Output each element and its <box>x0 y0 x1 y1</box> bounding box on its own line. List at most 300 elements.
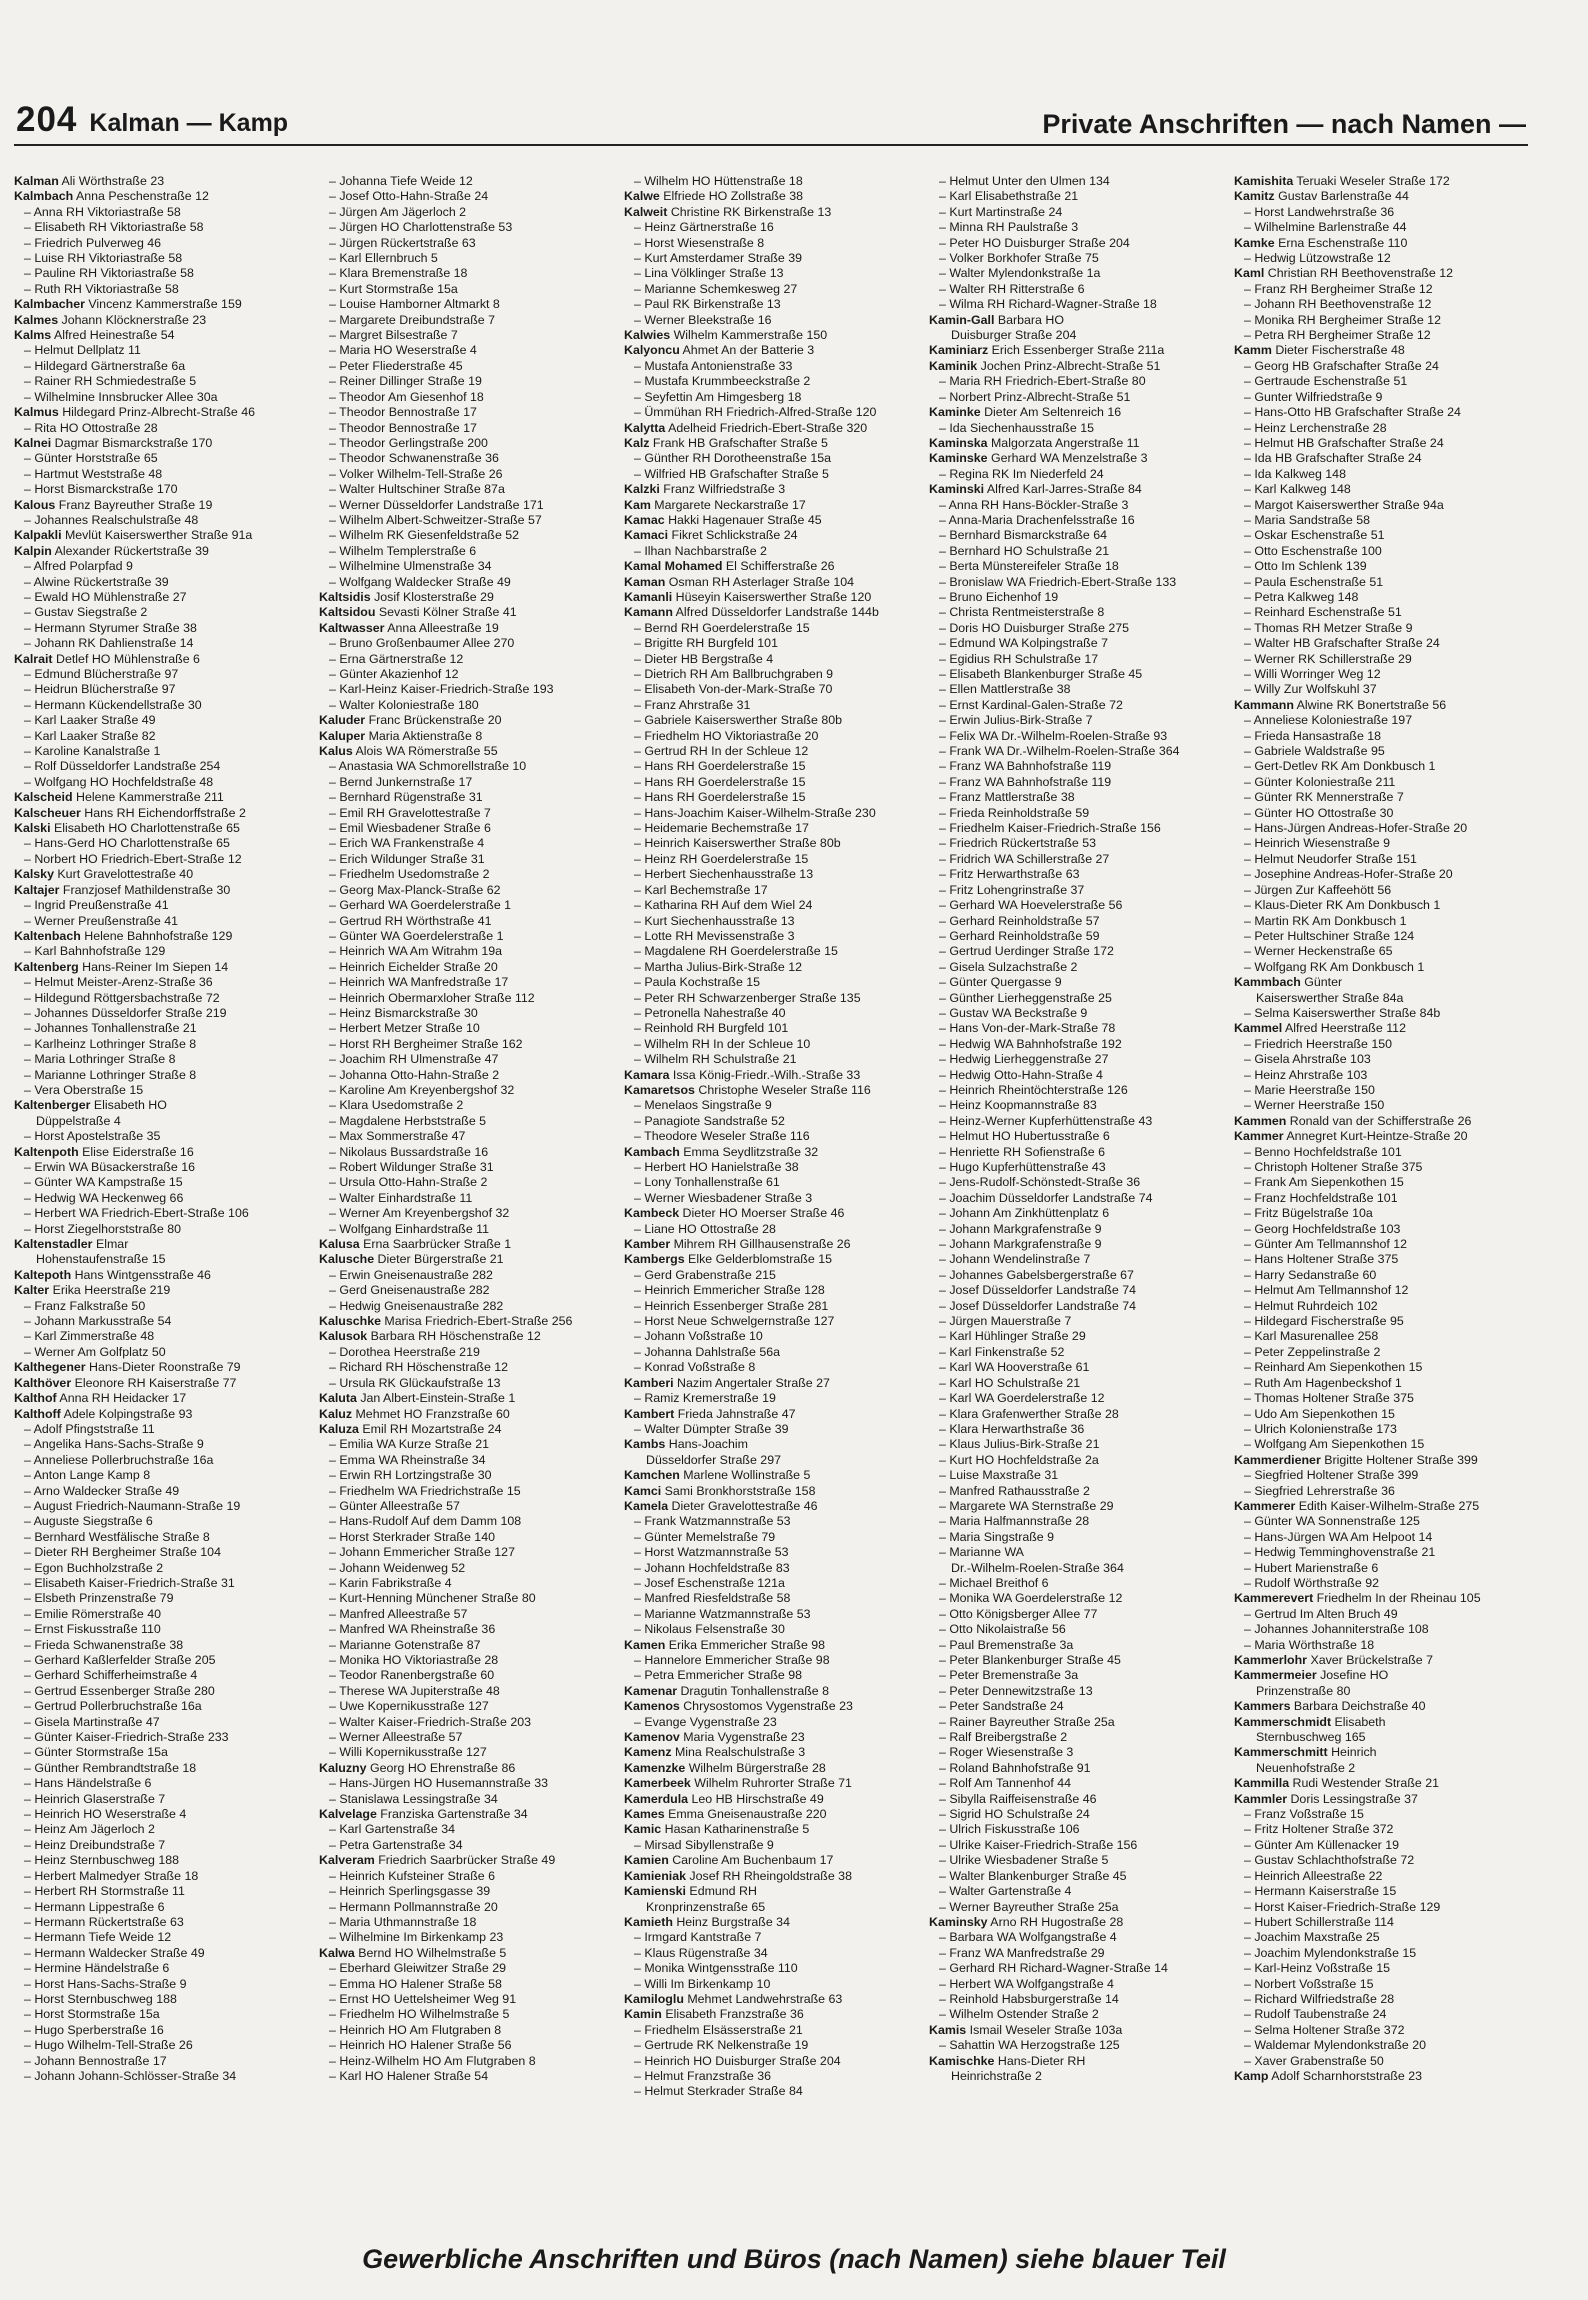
sub-entry: – Hermann Kaiserstraße 15 <box>1234 1884 1527 1899</box>
surname-entry <box>319 1761 612 1776</box>
surname: Kammer <box>1234 1129 1284 1144</box>
entry-detail: Rudi Westender Straße 21 <box>1289 1776 1440 1791</box>
sub-entry: – Horst Kaiser-Friedrich-Straße 129 <box>1234 1900 1527 1915</box>
sub-entry: – Heinrich Essenberger Straße 281 <box>624 1299 917 1314</box>
surname: Kambert <box>624 1406 675 1421</box>
sub-entry: – Hedwig Otto-Hahn-Straße 4 <box>929 1068 1222 1083</box>
entry-detail: Josef RH Rheingoldstraße 38 <box>685 1868 852 1883</box>
surname: Kaltwasser <box>319 620 385 635</box>
surname: Kamenos <box>624 1699 680 1714</box>
sub-entry: – Elisabeth Von-der-Mark-Straße 70 <box>624 682 917 697</box>
sub-entry: – Heinrich Emmericher Straße 128 <box>624 1283 917 1298</box>
surname: Kalthöver <box>14 1375 72 1390</box>
sub-entry: – Paul Bremenstraße 3a <box>929 1638 1222 1653</box>
sub-entry: – Berta Münstereifeler Straße 18 <box>929 559 1222 574</box>
sub-entry: – Herbert Malmedyer Straße 18 <box>14 1869 307 1884</box>
entry-detail: Franzjosef Mathildenstraße 30 <box>59 882 231 897</box>
sub-entry: – Hans-Rudolf Auf dem Damm 108 <box>319 1514 612 1529</box>
surname: Kamber <box>624 1237 671 1252</box>
sub-entry: – Günter Kaiser-Friedrich-Straße 233 <box>14 1730 307 1745</box>
sub-entry: – Willy Zur Wolfskuhl 37 <box>1234 682 1527 697</box>
sub-entry: – Xaver Grabenstraße 50 <box>1234 2054 1527 2069</box>
surname: Kalscheuer <box>14 805 81 820</box>
sub-entry: – Josef Düsseldorfer Landstraße 74 <box>929 1299 1222 1314</box>
sub-entry: – Hans Von-der-Mark-Straße 78 <box>929 1021 1222 1036</box>
sub-entry: – Werner Alleestraße 57 <box>319 1730 612 1745</box>
surname-entry <box>14 544 307 559</box>
sub-entry: – Ulrich Fiskusstraße 106 <box>929 1822 1222 1837</box>
surname: Kalpakli <box>14 528 62 543</box>
sub-entry: – Wilhelm RK Giesenfeldstraße 52 <box>319 528 612 543</box>
sub-entry: – Karl-Heinz Kaiser-Friedrich-Straße 193 <box>319 682 612 697</box>
entry-detail: Günter <box>1300 975 1343 990</box>
entry-detail: Ismail Weseler Straße 103a <box>966 2022 1123 2037</box>
surname: Kamenov <box>624 1730 680 1745</box>
sub-entry: – Wilma RH Richard-Wagner-Straße 18 <box>929 297 1222 312</box>
sub-entry: – Heinz-Wilhelm HO Am Flutgraben 8 <box>319 2054 612 2069</box>
sub-entry: – Horst Apostelstraße 35 <box>14 1129 307 1144</box>
sub-entry: – Günter Am Tellmannshof 12 <box>1234 1237 1527 1252</box>
surname-entry <box>929 436 1222 451</box>
sub-entry: – Reinhard Eschenstraße 51 <box>1234 605 1527 620</box>
sub-entry: – Hugo Kupferhüttenstraße 43 <box>929 1160 1222 1175</box>
sub-entry: – Franz Mattlerstraße 38 <box>929 790 1222 805</box>
sub-entry: – Johanna Tiefe Weide 12 <box>319 174 612 189</box>
surname-entry <box>14 1407 307 1422</box>
surname-entry <box>624 1684 917 1699</box>
surname-entry <box>14 1237 307 1252</box>
surname: Kamerdula <box>624 1791 689 1806</box>
sub-entry: – Karl Hühlinger Straße 29 <box>929 1329 1222 1344</box>
sub-entry: – Emilie Römerstraße 40 <box>14 1607 307 1622</box>
sub-entry: – Bernd Junkernstraße 17 <box>319 775 612 790</box>
sub-entry: – Klara Grafenwerther Straße 28 <box>929 1407 1222 1422</box>
sub-entry: – Lina Völklinger Straße 13 <box>624 266 917 281</box>
sub-entry: – Petra Gartenstraße 34 <box>319 1838 612 1853</box>
sub-entry: – Gerhard Reinholdstraße 57 <box>929 914 1222 929</box>
entry-detail: Hakki Hagenauer Straße 45 <box>664 512 822 527</box>
entry-detail: Elisabeth HO <box>90 1098 167 1113</box>
sub-entry: – Rudolf Taubenstraße 24 <box>1234 2007 1527 2022</box>
entry-detail: Alfred Heerstraße 112 <box>1282 1021 1406 1036</box>
surname-entry <box>319 713 612 728</box>
sub-entry: – Egon Buchholzstraße 2 <box>14 1561 307 1576</box>
sub-entry: – Rolf Düsseldorfer Landstraße 254 <box>14 759 307 774</box>
sub-entry: – Frank WA Dr.-Wilhelm-Roelen-Straße 364 <box>929 744 1222 759</box>
surname-entry <box>929 343 1222 358</box>
entry-detail: Anna Alleestraße 19 <box>384 620 499 635</box>
surname-entry <box>624 1083 917 1098</box>
sub-entry: – Günther Lierheggenstraße 25 <box>929 991 1222 1006</box>
sub-entry: – Christa Rentmeisterstraße 8 <box>929 605 1222 620</box>
sub-entry: – Wilhelm Albert-Schweitzer-Straße 57 <box>319 513 612 528</box>
surname-entry <box>319 1252 612 1267</box>
surname-entry <box>624 1376 917 1391</box>
sub-entry: – Wolfgang RK Am Donkbusch 1 <box>1234 960 1527 975</box>
sub-entry: – Emma HO Halener Straße 58 <box>319 1977 612 1992</box>
sub-entry: – Heinz Am Jägerloch 2 <box>14 1822 307 1837</box>
surname-entry <box>14 929 307 944</box>
entry-detail: Margarete Neckarstraße 17 <box>650 497 806 512</box>
surname-entry <box>624 1699 917 1714</box>
entry-detail: Erna Eschenstraße 110 <box>1274 235 1408 250</box>
sub-entry: – Heinrich HO Weserstraße 4 <box>14 1807 307 1822</box>
sub-entry: – Wilhelm Ostender Straße 2 <box>929 2007 1222 2022</box>
sub-entry: – Horst Hans-Sachs-Straße 9 <box>14 1977 307 1992</box>
surname-entry <box>624 1992 917 2007</box>
sub-entry: – Günter HO Ottostraße 30 <box>1234 806 1527 821</box>
sub-entry: – Petra Emmericher Straße 98 <box>624 1668 917 1683</box>
surname: Kaminiarz <box>929 343 989 358</box>
sub-entry: – Regina RK Im Niederfeld 24 <box>929 467 1222 482</box>
sub-entry: – Hedwig Lierheggenstraße 27 <box>929 1052 1222 1067</box>
sub-entry: – Johann Voßstraße 10 <box>624 1329 917 1344</box>
sub-entry: – Werner Heerstraße 150 <box>1234 1098 1527 1113</box>
sub-entry: – Heinrich Rheintöchterstraße 126 <box>929 1083 1222 1098</box>
entry-detail: Wilhelm Ruhrorter Straße 71 <box>690 1776 852 1791</box>
sub-entry: – Helmut Sterkrader Straße 84 <box>624 2084 917 2099</box>
sub-entry: – Heinrich Kaiserswerther Straße 80b <box>624 836 917 851</box>
sub-entry: – Karl Laaker Straße 49 <box>14 713 307 728</box>
sub-entry: – Gisela Martinstraße 47 <box>14 1715 307 1730</box>
sub-entry: – Gertraude Eschenstraße 51 <box>1234 374 1527 389</box>
entry-detail: Annegret Kurt-Heintze-Straße 20 <box>1283 1129 1468 1144</box>
entry-detail: Detlef HO Mühlenstraße 6 <box>52 651 200 666</box>
sub-entry: – Heinrich HO Duisburger Straße 204 <box>624 2054 917 2069</box>
surname: Kaltenstadler <box>14 1237 93 1252</box>
sub-entry: – Robert Wildunger Straße 31 <box>319 1160 612 1175</box>
sub-entry: – Gerd Grabenstraße 215 <box>624 1268 917 1283</box>
entry-detail: Doris Lessingstraße 37 <box>1287 1791 1418 1806</box>
entry-detail: Bernd HO Wilhelmstraße 5 <box>354 1945 507 1960</box>
sub-entry: – Magdalene RH Goerdelerstraße 15 <box>624 944 917 959</box>
sub-entry: – Walter RH Ritterstraße 6 <box>929 282 1222 297</box>
surname: Kalpin <box>14 543 52 558</box>
surname-entry <box>624 590 917 605</box>
sub-entry: – Herbert Siechenhausstraße 13 <box>624 867 917 882</box>
sub-entry: – Willi Im Birkenkamp 10 <box>624 1977 917 1992</box>
directory-column-3 <box>624 174 917 2229</box>
surname-entry <box>14 1268 307 1283</box>
sub-entry: – Walter Blankenburger Straße 45 <box>929 1869 1222 1884</box>
address-continuation: Neuenhofstraße 2 <box>1256 1760 1356 1775</box>
sub-entry: – Thomas RH Metzer Straße 9 <box>1234 621 1527 636</box>
surname-entry <box>1234 1114 1527 1129</box>
surname-entry <box>14 1098 307 1113</box>
sub-entry: – Kurt Amsterdamer Straße 39 <box>624 251 917 266</box>
sub-entry: – Arno Waldecker Straße 49 <box>14 1484 307 1499</box>
surname: Kalz <box>624 435 650 450</box>
sub-entry: – Karl HO Schulstraße 21 <box>929 1376 1222 1391</box>
sub-entry: – Hermann Tiefe Weide 12 <box>14 1930 307 1945</box>
surname: Kaltajer <box>14 882 60 897</box>
entry-detail: Chrysostomos Vygenstraße 23 <box>679 1699 853 1714</box>
surname-entry <box>624 1252 917 1267</box>
entry-detail: Dieter Fischerstraße 48 <box>1271 343 1405 358</box>
entry-detail: Barbara HO <box>994 312 1064 327</box>
sub-entry: – Adolf Pfingststraße 11 <box>14 1422 307 1437</box>
sub-entry: – Ida Kalkweg 148 <box>1234 467 1527 482</box>
sub-entry: – Johannes Gabelsbergerstraße 67 <box>929 1268 1222 1283</box>
directory-column-4 <box>929 174 1222 2229</box>
sub-entry: – Johannes Düsseldorfer Straße 219 <box>14 1006 307 1021</box>
entry-detail: Wilhelm Kammerstraße 150 <box>670 328 828 343</box>
sub-entry: – Johanna Dahlstraße 56a <box>624 1345 917 1360</box>
sub-entry: – Anna RH Hans-Böckler-Straße 3 <box>929 498 1222 513</box>
footer-note: Gewerbliche Anschriften und Büros (nach Namen) siehe blauer Teil <box>362 2244 1226 2274</box>
sub-entry: – Wilhelmine Im Birkenkamp 23 <box>319 1930 612 1945</box>
sub-entry: – Gerhard Kaßlerfelder Straße 205 <box>14 1653 307 1668</box>
sub-entry: – Kurt Martinstraße 24 <box>929 205 1222 220</box>
sub-entry: – Klaus Julius-Birk-Straße 21 <box>929 1437 1222 1452</box>
surname: Kammel <box>1234 1021 1283 1036</box>
sub-entry: – Heidemarie Bechemstraße 17 <box>624 821 917 836</box>
sub-entry: – Oskar Eschenstraße 51 <box>1234 528 1527 543</box>
surname-entry <box>319 1853 612 1868</box>
surname-entry <box>624 1822 917 1837</box>
entry-detail: Erich Essenberger Straße 211a <box>988 343 1165 358</box>
surname: Kamiloglu <box>624 1991 684 2006</box>
surname-entry <box>624 1407 917 1422</box>
sub-entry: – Karoline Kanalstraße 1 <box>14 744 307 759</box>
sub-entry: – Ernst Kardinal-Galen-Straße 72 <box>929 698 1222 713</box>
sub-entry: – Heinz Ahrstraße 103 <box>1234 1068 1527 1083</box>
sub-entry: – Jürgen HO Charlottenstraße 53 <box>319 220 612 235</box>
surname-entry <box>624 1915 917 1930</box>
entry-detail: Hans-Dieter RH <box>994 2053 1086 2068</box>
sub-entry: – Gerd Gneisenaustraße 282 <box>319 1283 612 1298</box>
entry-detail: Hasan Katharinenstraße 5 <box>661 1822 810 1837</box>
sub-entry: – Heidrun Blücherstraße 97 <box>14 682 307 697</box>
sub-entry: – Werner Am Kreyenbergshof 32 <box>319 1206 612 1221</box>
surname: Kames <box>624 1807 665 1822</box>
sub-entry: – Pauline RH Viktoriastraße 58 <box>14 266 307 281</box>
surname: Kalweit <box>624 204 668 219</box>
surname: Kaltsidis <box>319 589 371 604</box>
surname: Kalwa <box>319 1945 355 1960</box>
sub-entry: – Johann RH Beethovenstraße 12 <box>1234 297 1527 312</box>
section-title: Private Anschriften — nach Namen — <box>1042 109 1526 139</box>
sub-entry: – Hans-Otto HB Grafschafter Straße 24 <box>1234 405 1527 420</box>
sub-entry: – Günter Memelstraße 79 <box>624 1530 917 1545</box>
entry-detail: Christian RH Beethovenstraße 12 <box>1264 266 1454 281</box>
sub-entry: – Ursula RK Glückaufstraße 13 <box>319 1376 612 1391</box>
sub-entry: – Theodor Schwanenstraße 36 <box>319 451 612 466</box>
sub-entry: – Margret Bilsestraße 7 <box>319 328 612 343</box>
surname: Kamm <box>1234 343 1272 358</box>
sub-entry: – Hermann Kückendellstraße 30 <box>14 698 307 713</box>
sub-entry: – Hermann Waldecker Straße 49 <box>14 1946 307 1961</box>
surname: Kamci <box>624 1483 662 1498</box>
sub-entry: – Stanislawa Lessingstraße 34 <box>319 1792 612 1807</box>
sub-entry: – Ingrid Preußenstraße 41 <box>14 898 307 913</box>
entry-detail: Dieter HO Moerser Straße 46 <box>679 1206 845 1221</box>
sub-entry: – Fritz Lohengrinstraße 37 <box>929 883 1222 898</box>
entry-detail: Emma Gneisenaustraße 220 <box>664 1807 827 1822</box>
surname: Kammerlohr <box>1234 1653 1307 1667</box>
sub-entry: – Lotte RH Mevissenstraße 3 <box>624 929 917 944</box>
entry-detail: Elfriede HO Zollstraße 38 <box>659 189 804 204</box>
surname: Kamaretsos <box>624 1082 695 1097</box>
entry-detail: Franz Wilfriedstraße 3 <box>659 482 786 497</box>
sub-entry: – Gunter Wilfriedstraße 9 <box>1234 390 1527 405</box>
sub-entry: – Werner Düsseldorfer Landstraße 171 <box>319 498 612 513</box>
sub-entry: – Manfred WA Rheinstraße 36 <box>319 1622 612 1637</box>
surname-entry <box>1234 1653 1527 1668</box>
sub-entry: – Jürgen Mauerstraße 7 <box>929 1314 1222 1329</box>
sub-entry: – Günter Stormstraße 15a <box>14 1745 307 1760</box>
sub-entry: – Josef Düsseldorfer Landstraße 74 <box>929 1283 1222 1298</box>
sub-entry: – Heinrich Wiesenstraße 9 <box>1234 836 1527 851</box>
sub-entry: – Liane HO Ottostraße 28 <box>624 1222 917 1237</box>
surname: Kamitz <box>1234 189 1275 204</box>
sub-entry: – Peter Zeppelinstraße 2 <box>1234 1345 1527 1360</box>
sub-entry: – Siegfried Holtener Straße 399 <box>1234 1468 1527 1483</box>
entry-detail: Issa König-Friedr.-Wilh.-Straße 33 <box>669 1067 861 1082</box>
sub-entry: – Mustafa Krummbeeckstraße 2 <box>624 374 917 389</box>
sub-entry: – Joachim Mylendonkstraße 15 <box>1234 1946 1527 1961</box>
sub-entry: – Helmut Neudorfer Straße 151 <box>1234 852 1527 867</box>
sub-entry: – Jens-Rudolf-Schönstedt-Straße 36 <box>929 1175 1222 1190</box>
entry-detail: Alois WA Römerstraße 55 <box>352 744 498 759</box>
sub-entry: – Anneliese Koloniestraße 197 <box>1234 713 1527 728</box>
sub-entry: – Georg Max-Planck-Straße 62 <box>319 883 612 898</box>
entry-detail: Leo HB Hirschstraße 49 <box>688 1791 824 1806</box>
surname: Kalnei <box>14 435 52 450</box>
sub-entry: – Theodor Am Giesenhof 18 <box>319 390 612 405</box>
surname: Kammann <box>1234 697 1294 712</box>
sub-entry: – Günter Koloniestraße 211 <box>1234 775 1527 790</box>
sub-entry: – Bernhard Bismarckstraße 64 <box>929 528 1222 543</box>
sub-entry: – Angelika Hans-Sachs-Straße 9 <box>14 1437 307 1452</box>
sub-entry: – Maria Wörthstraße 18 <box>1234 1638 1527 1653</box>
surname: Kalmus <box>14 405 59 420</box>
surname-entry <box>14 1360 307 1375</box>
sub-entry: – Anton Lange Kamp 8 <box>14 1468 307 1483</box>
sub-entry: – Walter Hultschiner Straße 87a <box>319 482 612 497</box>
sub-entry: – Selma Holtener Straße 372 <box>1234 2023 1527 2038</box>
sub-entry: – Franz WA Bahnhofstraße 119 <box>929 759 1222 774</box>
surname: Kaltenberger <box>14 1098 91 1113</box>
surname: Kalwe <box>624 189 660 204</box>
directory-column-2 <box>319 174 612 2229</box>
sub-entry: – Hedwig Gneisenaustraße 282 <box>319 1299 612 1314</box>
surname-entry <box>624 1468 917 1483</box>
surname: Kaminska <box>929 435 988 450</box>
surname: Kaml <box>1234 266 1265 281</box>
surname-entry <box>14 1376 307 1391</box>
entry-detail: Alfred Heinestraße 54 <box>51 328 175 343</box>
sub-entry: – Ruth Am Hagenbeckshof 1 <box>1234 1376 1527 1391</box>
sub-entry: – Willi Worringer Weg 12 <box>1234 667 1527 682</box>
surname: Kalusok <box>319 1329 368 1344</box>
sub-entry: – Roger Wiesenstraße 3 <box>929 1745 1222 1760</box>
surname: Kalwies <box>624 328 671 343</box>
sub-entry: – Ulrike Kaiser-Friedrich-Straße 156 <box>929 1838 1222 1853</box>
sub-entry: – Nikolaus Felsenstraße 30 <box>624 1622 917 1637</box>
address-continuation: Heinrichstraße 2 <box>951 2068 1042 2083</box>
surname: Kambeck <box>624 1206 680 1221</box>
surname: Kaltenbach <box>14 928 81 943</box>
surname: Kamal Mohamed <box>624 559 723 574</box>
sub-entry: – Edmund Blücherstraße 97 <box>14 667 307 682</box>
sub-entry: – Bernd RH Goerdelerstraße 15 <box>624 621 917 636</box>
surname-entry <box>624 328 917 343</box>
sub-entry: – Jürgen Rückertstraße 63 <box>319 236 612 251</box>
sub-entry: – Monika HO Viktoriastraße 28 <box>319 1653 612 1668</box>
sub-entry: – Fritz Bügelstraße 10a <box>1234 1206 1527 1221</box>
sub-entry: – Erich Wildunger Straße 31 <box>319 852 612 867</box>
sub-entry: – Wolfgang Am Siepenkothen 15 <box>1234 1437 1527 1452</box>
header-left <box>16 100 288 140</box>
surname: Kammler <box>1234 1791 1288 1806</box>
entry-detail: Franz Bayreuther Straße 19 <box>55 497 213 512</box>
sub-entry: – Elisabeth Blankenburger Straße 45 <box>929 667 1222 682</box>
sub-entry: – Ulrich Kolonienstraße 173 <box>1234 1422 1527 1437</box>
sub-entry: – Marianne Gotenstraße 87 <box>319 1638 612 1653</box>
surname-entry <box>1234 1792 1527 1807</box>
entry-detail: Frank HB Grafschafter Straße 5 <box>649 435 828 450</box>
surname: Kamac <box>624 512 665 527</box>
sub-entry: – Johann Markgrafenstraße 9 <box>929 1237 1222 1252</box>
sub-entry: – Fridrich WA Schillerstraße 27 <box>929 852 1222 867</box>
directory-columns <box>14 174 1528 2229</box>
sub-entry: – Horst Ziegelhorststraße 80 <box>14 1222 307 1237</box>
entry-detail: Mihrem RH Gillhausenstraße 26 <box>670 1237 851 1252</box>
sub-entry: – Gustav WA Beckstraße 9 <box>929 1006 1222 1021</box>
sub-entry: – Richard Wilfriedstraße 28 <box>1234 1992 1527 2007</box>
surname-entry <box>1234 1776 1527 1791</box>
sub-entry: – Hermann Pollmannstraße 20 <box>319 1900 612 1915</box>
sub-entry: – Brigitte RH Burgfeld 101 <box>624 636 917 651</box>
sub-entry: – Marianne Watzmannstraße 53 <box>624 1607 917 1622</box>
sub-entry: – Bernhard Rügenstraße 31 <box>319 790 612 805</box>
sub-entry: – Günter WA Kampstraße 15 <box>14 1175 307 1190</box>
entry-detail: Fikret Schlickstraße 24 <box>668 528 798 543</box>
entry-detail: Elke Gelderblomstraße 15 <box>684 1252 832 1267</box>
sub-entry: – Felix WA Dr.-Wilhelm-Roelen-Straße 93 <box>929 729 1222 744</box>
surname: Kamin <box>624 2007 662 2022</box>
sub-entry: – Panagiote Sandstraße 52 <box>624 1114 917 1129</box>
sub-entry: – Therese WA Jupiterstraße 48 <box>319 1684 612 1699</box>
sub-entry: – Erwin RH Lortzingstraße 30 <box>319 1468 612 1483</box>
sub-entry: – Margarete Dreibundstraße 7 <box>319 313 612 328</box>
sub-entry: – Gerhard RH Richard-Wagner-Straße 14 <box>929 1961 1222 1976</box>
surname: Kalvelage <box>319 1807 377 1822</box>
sub-entry: – Gerhard WA Hoevelerstraße 56 <box>929 898 1222 913</box>
surname: Kaluper <box>319 728 366 743</box>
entry-detail: Emil RH Mozartstraße 24 <box>358 1421 502 1436</box>
sub-entry: – Waldemar Mylendonkstraße 20 <box>1234 2038 1527 2053</box>
surname: Kam <box>624 497 651 512</box>
sub-entry: – Josephine Andreas-Hofer-Straße 20 <box>1234 867 1527 882</box>
entry-detail: Heinrich <box>1327 1745 1377 1760</box>
sub-entry: – Heinrich Glaserstraße 7 <box>14 1792 307 1807</box>
surname: Kaminske <box>929 451 988 466</box>
sub-entry: – Vera Oberstraße 15 <box>14 1083 307 1098</box>
surname-entry <box>14 1145 307 1160</box>
sub-entry: – Teodor Ranenbergstraße 60 <box>319 1668 612 1683</box>
sub-entry: – Karoline Am Kreyenbergshof 32 <box>319 1083 612 1098</box>
sub-entry: – Hannelore Emmericher Straße 98 <box>624 1653 917 1668</box>
entry-detail: Elmar <box>92 1237 129 1252</box>
sub-entry: – Günter WA Sonnenstraße 125 <box>1234 1514 1527 1529</box>
sub-entry: – Richard RH Höschenstraße 12 <box>319 1360 612 1375</box>
sub-entry: – Hans-Joachim Kaiser-Wilhelm-Straße 230 <box>624 806 917 821</box>
sub-entry: – Heinrich Alleestraße 22 <box>1234 1869 1527 1884</box>
sub-entry: – Siegfried Lehrerstraße 36 <box>1234 1484 1527 1499</box>
sub-entry: – Wolfgang Waldecker Straße 49 <box>319 575 612 590</box>
